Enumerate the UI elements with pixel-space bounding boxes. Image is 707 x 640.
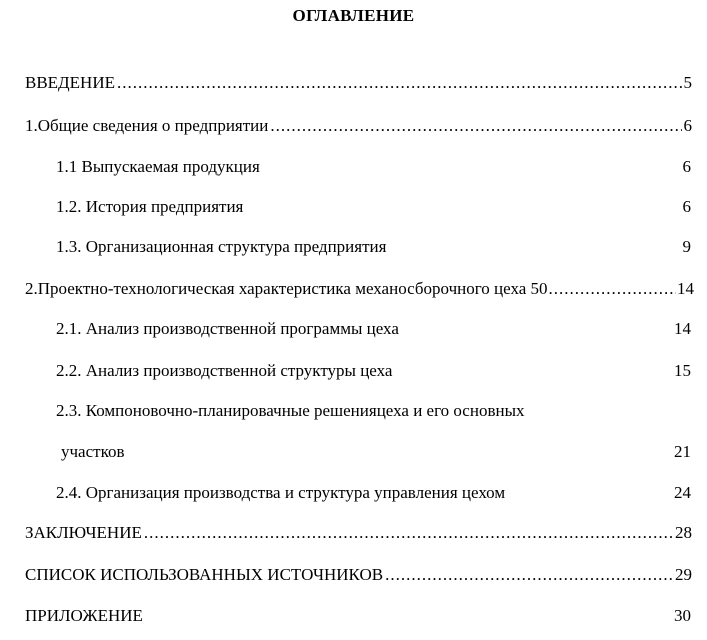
- toc-entry-2-4: [56, 482, 691, 504]
- toc-entry-section-2: [25, 278, 694, 300]
- toc-entry-text: 1.1 Выпускаемая продукция: [56, 157, 260, 176]
- dot-leader: [117, 72, 682, 94]
- toc-entry-text: 1.2. История предприятия: [56, 197, 244, 216]
- toc-page-number: 14: [677, 279, 694, 298]
- dot-leader: [144, 522, 673, 544]
- dot-leader: [270, 115, 681, 137]
- toc-page-number: 24: [674, 483, 691, 502]
- toc-entry-text: СПИСОК ИСПОЛЬЗОВАННЫХ ИСТОЧНИКОВ: [25, 565, 384, 584]
- toc-page-number: 30: [674, 606, 691, 625]
- toc-page-number: 14: [674, 319, 691, 338]
- toc-entry-1-2: [56, 196, 691, 218]
- toc-page-number: 6: [682, 157, 691, 176]
- toc-page-number: 28: [675, 523, 692, 542]
- toc-entry-text-continued: участков: [61, 442, 125, 461]
- toc-entry-text: ВВЕДЕНИЕ: [25, 73, 115, 92]
- dot-leader: [385, 564, 673, 586]
- toc-entry-text: 2.1. Анализ производственной программы цеха: [56, 319, 399, 338]
- toc-entry-text: ПРИЛОЖЕНИЕ: [25, 606, 143, 625]
- toc-page-number: 21: [674, 442, 691, 461]
- toc-entry-section-1: [25, 115, 692, 137]
- toc-entry-text: 2.2. Анализ производственной структуры цеха: [56, 361, 393, 380]
- toc-page-number: 5: [683, 73, 692, 92]
- toc-entry-2-3-line-2: [61, 441, 691, 463]
- toc-entry-1-3: [56, 236, 691, 258]
- toc-entry-references: [25, 564, 692, 586]
- toc-entry-2-1: [56, 318, 691, 340]
- toc-section-number: 1.: [25, 116, 38, 135]
- toc-page-number: 6: [683, 116, 692, 135]
- toc-entry-text: Общие сведения о предприятии: [37, 116, 269, 135]
- toc-entry-introduction: [25, 72, 692, 94]
- dot-leader: [549, 278, 676, 300]
- toc-entry-text: Проектно-технологическая характеристика механосборочного цеха 50: [37, 279, 548, 298]
- toc-entry-2-2: [56, 360, 691, 382]
- toc-page-number: 9: [682, 237, 691, 256]
- toc-title: ОГЛАВЛЕНИЕ: [292, 6, 415, 25]
- toc-entry-text: ЗАКЛЮЧЕНИЕ: [25, 523, 142, 542]
- toc-page-number: 29: [675, 565, 692, 584]
- toc-page-number: 6: [682, 197, 691, 216]
- toc-entry-text: 2.4. Организация производства и структура управления цехом: [56, 483, 506, 502]
- toc-section-number: 2.: [25, 279, 38, 298]
- toc-entry-1-1: [56, 156, 691, 178]
- toc-entry-text: 2.3. Компоновочно-планировачные решенияцеха и его основных: [56, 401, 525, 420]
- toc-entry-text: 1.3. Организационная структура предприятия: [56, 237, 387, 256]
- toc-page-number: 15: [674, 361, 691, 380]
- toc-entry-conclusion: [25, 522, 692, 544]
- toc-entry-2-3-line-1: [56, 400, 691, 422]
- toc-entry-appendix: [25, 605, 691, 627]
